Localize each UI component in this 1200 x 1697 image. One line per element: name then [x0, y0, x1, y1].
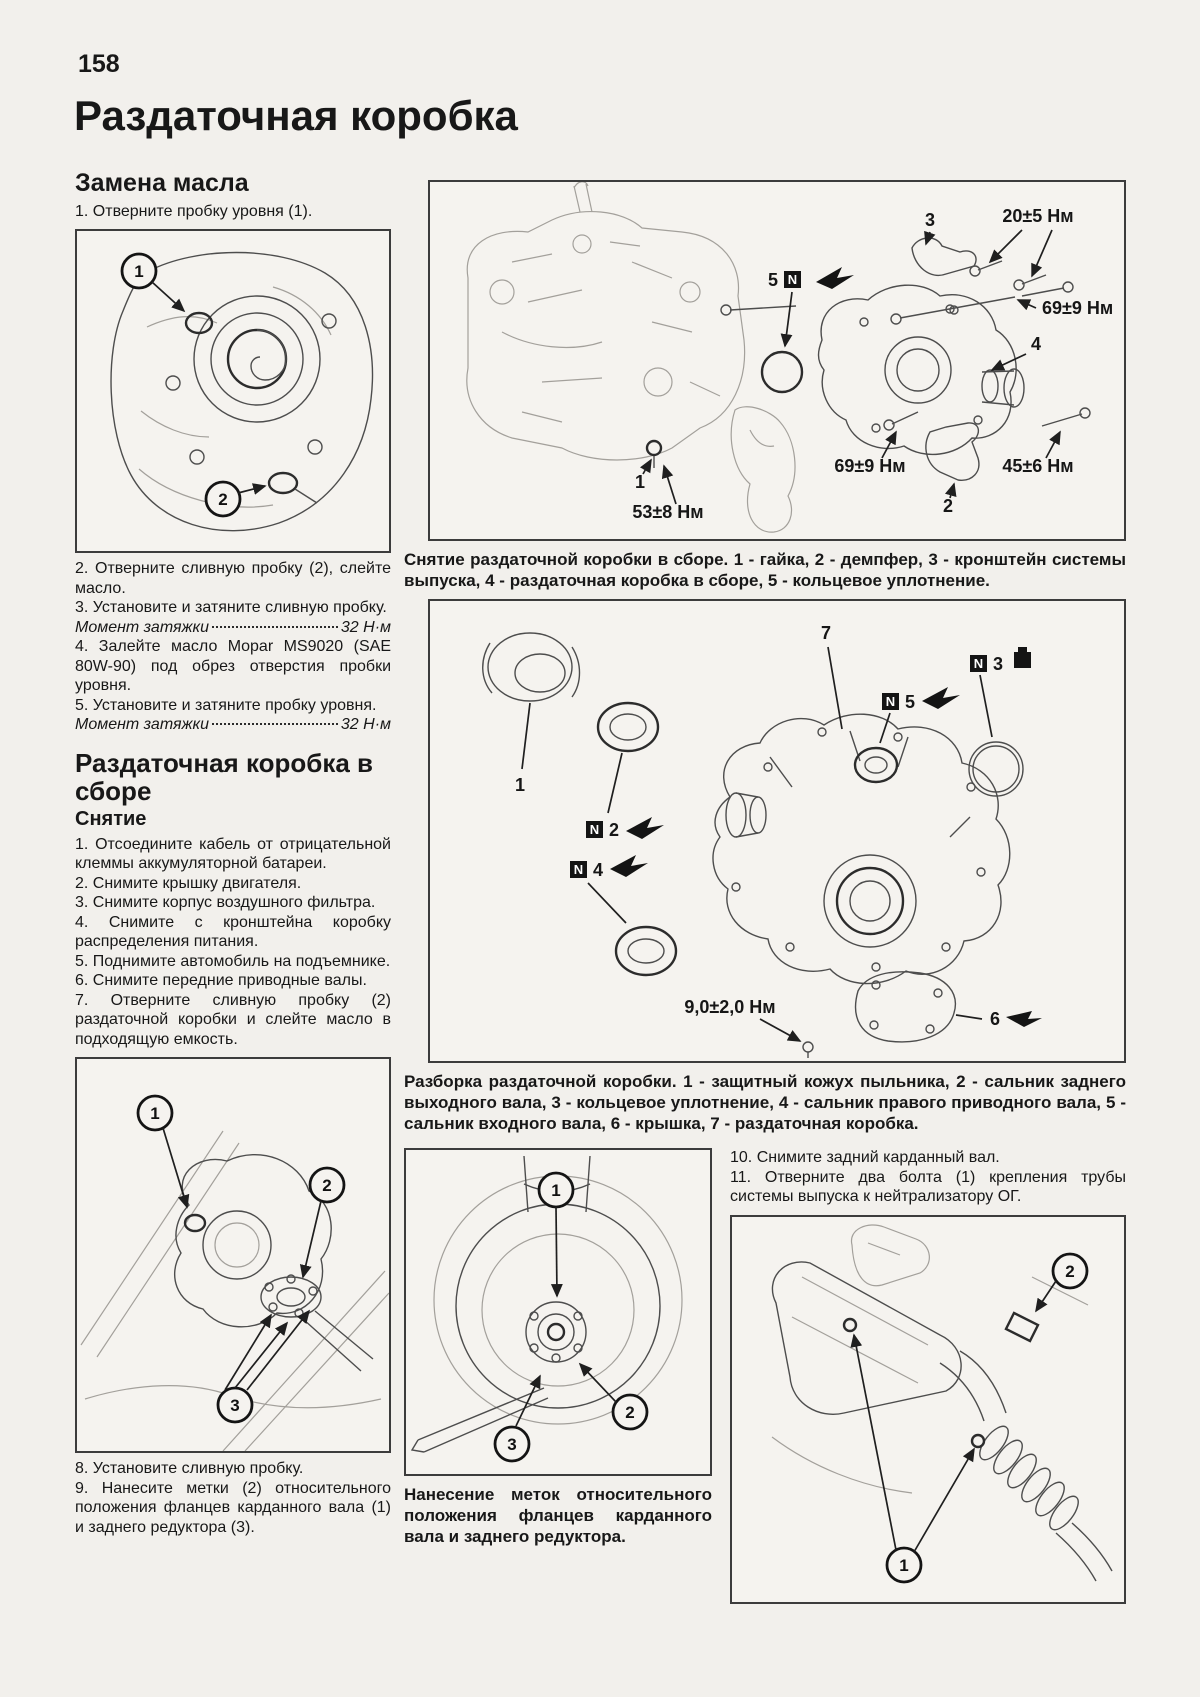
svg-text:4: 4	[1030, 334, 1042, 354]
callout-1-badge	[854, 1335, 974, 1582]
callout-1-badge	[122, 254, 184, 311]
step-text: 4. Залейте масло Mopar MS9020 (SAE 80W-90) под обрез отверстия пробки уровня.	[75, 638, 391, 694]
input-seal-drawing	[855, 748, 897, 782]
step-text: 1. Отсоедините кабель от отрицательной клеммы аккумуляторной батареи.	[75, 835, 391, 873]
svg-text:7: 7	[820, 623, 832, 643]
step-text: 1. Отверните пробку уровня (1).	[75, 202, 313, 220]
exhaust-bracket-drawing	[912, 238, 976, 275]
svg-text:N: N	[973, 656, 984, 671]
transfer-case-drawing	[713, 714, 1010, 983]
bottom-row	[404, 1148, 1126, 1604]
svg-text:2: 2	[218, 490, 228, 509]
engine-gearbox-drawing	[467, 182, 745, 460]
step-text: 10. Снимите задний карданный вал.	[730, 1149, 1000, 1166]
label-part-6	[956, 1009, 1042, 1029]
svg-text:2: 2	[942, 496, 954, 516]
page-number: 158	[78, 50, 120, 78]
torque-label: Момент затяжки	[75, 716, 209, 733]
grease-dab-icon	[610, 855, 648, 877]
cover-gasket-drawing	[856, 972, 956, 1042]
grease-dab-icon	[626, 817, 664, 839]
page-title: Раздаточная коробка	[74, 92, 518, 139]
step-text: 2. Снимите крышку двигателя.	[75, 874, 302, 892]
note-n4	[570, 855, 648, 923]
removal-drawing	[430, 182, 1124, 539]
svg-text:2: 2	[1065, 1261, 1075, 1281]
figure-marks	[404, 1148, 712, 1476]
svg-text:N: N	[589, 822, 600, 837]
step-text: 5. Поднимите автомобиль на подъемнике.	[75, 952, 391, 970]
step-text: 4. Снимите с кронштейна коробку распределения питания.	[75, 913, 391, 951]
callout-2-badge	[206, 482, 265, 516]
svg-text:20±5 Нм: 20±5 Нм	[1002, 206, 1074, 226]
note-n5	[880, 687, 960, 743]
catalyst-drawing	[772, 1225, 1088, 1493]
step-text: 8. Установите сливную пробку.	[75, 1460, 304, 1478]
step-text: 11. Отверните два болта (1) крепления трубы системы выпуска к нейтрализатору ОГ.	[730, 1168, 1126, 1205]
dot-leader	[212, 723, 338, 725]
figure-drain-underbody	[75, 1057, 391, 1453]
svg-text:1: 1	[150, 1104, 160, 1124]
callout-2-badge	[303, 1168, 344, 1277]
o-ring-drawing	[762, 352, 802, 392]
torque-value: 32 Н·м	[340, 716, 391, 733]
svg-text:3: 3	[993, 654, 1004, 674]
figure-caption: Нанесение меток относительного положения фланцев карданного вала и заднего редуктора.	[404, 1485, 712, 1546]
step-text: 3. Снимите корпус воздушного фильтра.	[75, 894, 376, 912]
dot-leader	[212, 626, 338, 628]
svg-text:3: 3	[507, 1435, 517, 1454]
svg-text:53±8 Нм: 53±8 Нм	[632, 502, 704, 522]
note-n3	[970, 647, 1031, 737]
exhaust-hanger-drawing	[731, 407, 795, 532]
torque-spec-line	[75, 715, 391, 735]
oil-plugs-drawing	[77, 231, 389, 551]
svg-text:2: 2	[625, 1403, 635, 1422]
exhaust-drawing	[732, 1217, 1124, 1602]
svg-text:1: 1	[134, 262, 144, 281]
bottom-right-cell	[730, 1148, 1126, 1604]
figure-removal	[428, 180, 1126, 541]
level-plug-drawing	[186, 313, 212, 333]
svg-text:N: N	[573, 862, 584, 877]
drain-underbody-drawing	[77, 1059, 389, 1451]
svg-text:5: 5	[905, 692, 916, 712]
svg-text:3: 3	[924, 210, 936, 230]
left-column	[75, 170, 391, 1537]
label-part-7	[821, 623, 842, 729]
label-torque-69-lower	[834, 432, 905, 476]
drain-plug-drawing	[185, 1215, 205, 1231]
sealant-dab-icon	[816, 267, 854, 289]
svg-text:45±6 Нм: 45±6 Нм	[1002, 456, 1074, 476]
svg-text:1: 1	[634, 472, 646, 492]
bolt-drawing	[972, 1435, 984, 1447]
svg-text:2: 2	[322, 1176, 332, 1196]
label-torque-20	[990, 206, 1074, 276]
bottom-left-cell	[404, 1148, 712, 1547]
step-text: 7. Отверните сливную пробку (2) раздаточной коробки и слейте масло в подходящую емкость.	[75, 991, 391, 1048]
step-text: 2. Отверните сливную пробку (2), слейте масло.	[75, 560, 391, 597]
figure-exhaust	[730, 1215, 1126, 1604]
label-part-1	[515, 703, 530, 795]
step-text: 6. Снимите передние приводные валы.	[75, 972, 367, 990]
svg-text:5: 5	[767, 270, 778, 290]
torque-label: Момент затяжки	[75, 618, 209, 636]
step-text: 9. Нанесите метки (2) относительного положения фланцев карданного вала (1) и заднего редуктора (3).	[75, 1479, 391, 1536]
section-heading-oil-change: Замена масла	[75, 169, 249, 197]
label-part-1	[635, 460, 651, 492]
step-text: 5. Установите и затяните пробку уровня.	[75, 696, 377, 714]
clamp-drawing	[1006, 1313, 1038, 1341]
marks-drawing	[406, 1150, 710, 1474]
exhaust-pipe-drawing	[844, 1313, 1112, 1581]
figure-caption: Разборка раздаточной коробки. 1 - защитный кожух пыльника, 2 - сальник заднего выходного вала, 3 - кольцевое уплотнение, 4 - сальник правого приводного вала, 5 - сальник входного вала, 6 - крышка, 7 - раздаточная коробка.	[404, 1072, 1126, 1133]
label-torque-69-upper	[1018, 298, 1113, 318]
svg-text:2: 2	[609, 820, 620, 840]
note-n2	[586, 753, 664, 840]
figure-caption: Снятие раздаточной коробки в сборе. 1 - гайка, 2 - демпфер, 3 - кронштейн системы выпуска, 4 - раздаточная коробка в сборе, 5 - кольцевое уплотнение.	[404, 550, 1126, 590]
dust-cover-drawing	[483, 633, 580, 701]
figure-oil-plugs	[75, 229, 391, 553]
disassembly-drawing	[430, 601, 1124, 1061]
svg-text:1: 1	[514, 775, 526, 795]
svg-text:9,0±2,0 Нм: 9,0±2,0 Нм	[684, 997, 776, 1017]
svg-text:1: 1	[551, 1181, 561, 1200]
torque-value: 32 Н·м	[340, 618, 391, 636]
callout-1-badge	[138, 1096, 187, 1207]
bolt-icon	[1006, 1011, 1042, 1027]
section-heading-assembly: Раздаточная коробка в сборе	[75, 747, 373, 807]
label-torque-45	[1002, 432, 1073, 476]
right-column	[404, 172, 1126, 1604]
torque-spec-line	[75, 618, 391, 638]
svg-text:6: 6	[990, 1009, 1001, 1029]
sealant-bottle-icon	[1014, 647, 1031, 668]
transfer-case-cross-section	[111, 253, 372, 531]
step-text: 3. Установите и затяните сливную пробку.	[75, 599, 387, 616]
label-torque-9	[684, 997, 813, 1058]
svg-text:4: 4	[593, 860, 604, 880]
axle-seal-drawing	[616, 927, 676, 975]
svg-text:N: N	[885, 694, 896, 709]
svg-text:3: 3	[230, 1396, 240, 1416]
rear-output-seal-drawing	[598, 703, 658, 751]
figure-disassembly	[428, 599, 1126, 1063]
label-part-2	[943, 484, 954, 516]
svg-text:1: 1	[899, 1555, 909, 1575]
svg-text:69±9 Нм: 69±9 Нм	[1042, 298, 1114, 318]
subsection-heading-removal: Снятие	[75, 807, 147, 830]
grease-dab-icon	[922, 687, 960, 709]
bolt-drawing	[844, 1319, 856, 1331]
svg-text:N: N	[787, 272, 798, 287]
svg-text:69±9 Нм: 69±9 Нм	[834, 456, 906, 476]
drain-plug-drawing	[269, 473, 297, 493]
